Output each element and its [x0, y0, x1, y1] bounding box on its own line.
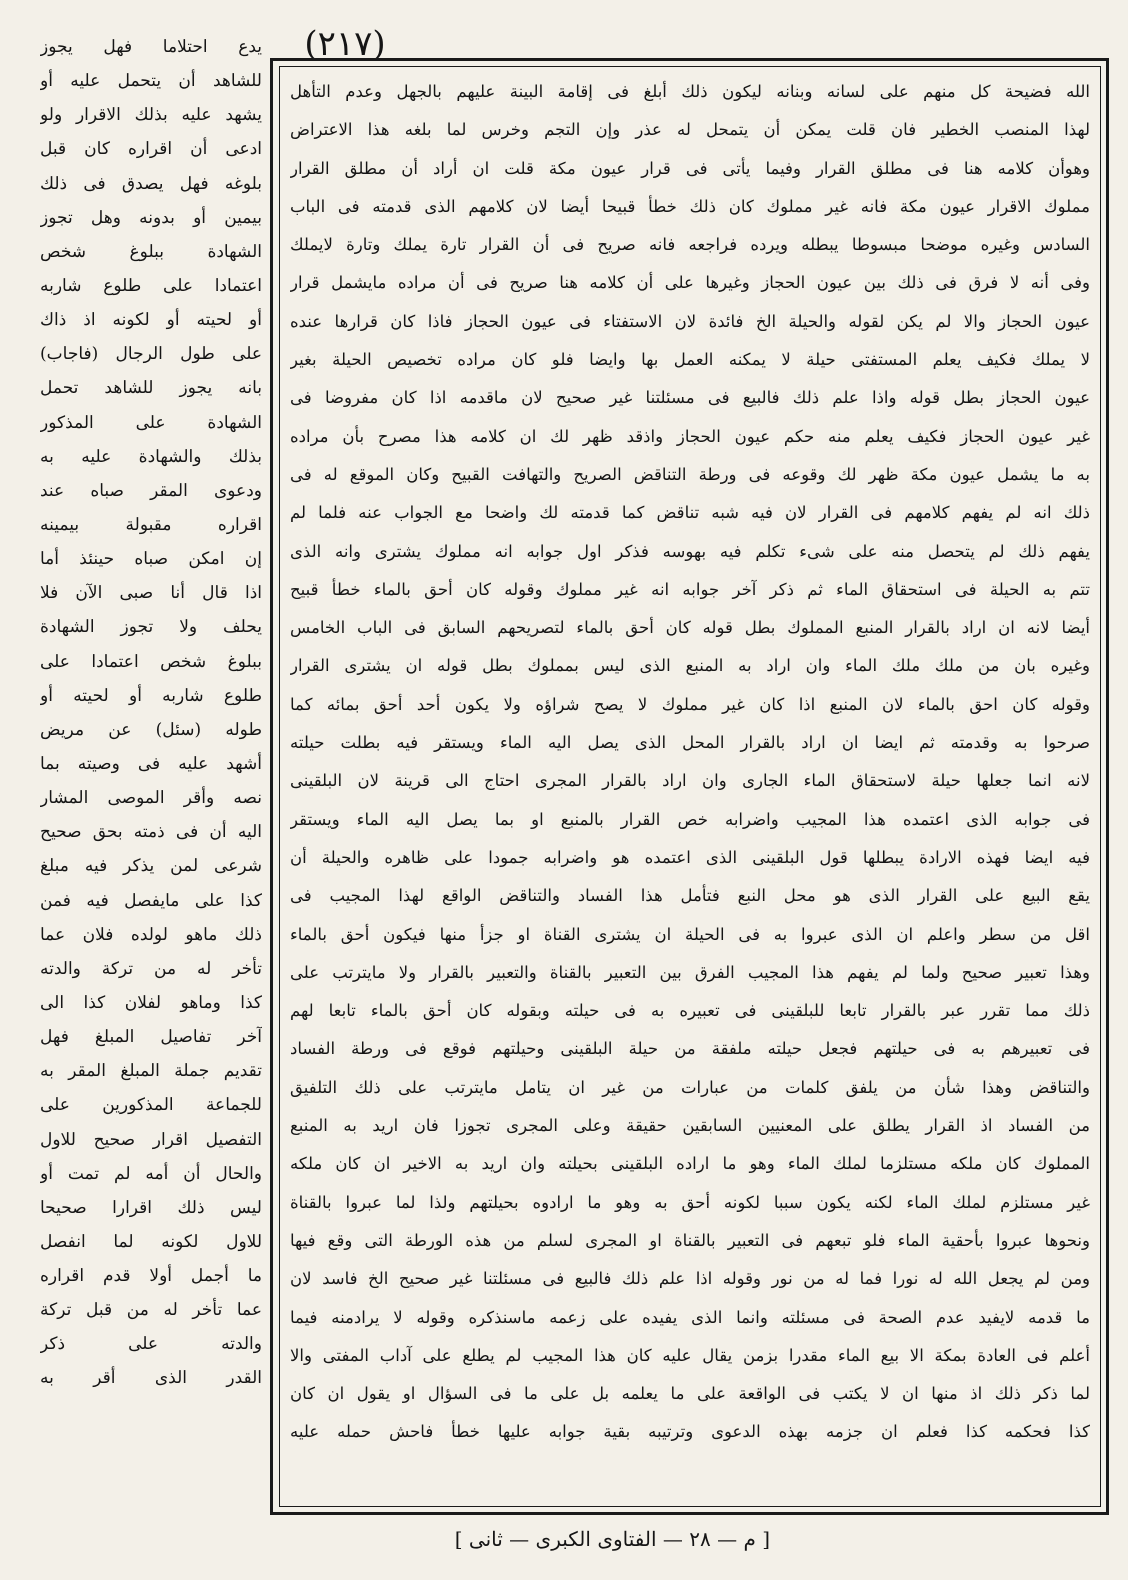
side-text-line: القدر الذى أقر به: [40, 1368, 262, 1389]
side-text-line: بانه يجوز للشاهد تحمل: [40, 378, 262, 399]
side-text-line: بذلك والشهادة عليه به: [40, 446, 262, 467]
side-text-line: شرعى لمن يذكر فيه مبلغ: [40, 856, 262, 877]
side-text-line: والحال أن أمه لم تمت أو: [40, 1163, 262, 1184]
side-text-line: والدته على ذكر: [40, 1334, 262, 1355]
side-text-line: كذا على مايفصل فيه فمن: [40, 890, 262, 911]
main-text-line: وفى أنه لا فرق فى ذلك بين عيون الحجاز وغيرها على أن كلامه هنا صريح فى أن مراده مايشمل قرار: [290, 273, 1090, 293]
main-text-line: فى تعبيرهم به فى حيلتهم فجعل حيلته ملفقة من حيلة البلقينى وحيلتهم فوقع فى ورطة الفساد: [290, 1039, 1090, 1059]
main-text-line: صرحوا به وقدمته ثم ايضا ان اراد بالقرار المحل الذى يصل اليه الماء ويستقر فيه بطلت حيلته: [290, 733, 1090, 753]
main-text-line: تتم به الحيلة فى استحقاق الماء ثم ذكر آخر جوابه انه غير مملوك وقوله كان أحق بالماء خطأ قبيح: [290, 579, 1090, 599]
side-text-line: بلوغه فهل يصدق فى ذلك: [40, 173, 262, 194]
side-text-line: بيمين أو بدونه وهل تجوز: [40, 207, 262, 228]
side-text-line: طوله (سئل) عن مريض: [40, 719, 262, 740]
side-text-line: اقراره مقبولة بيمينه: [40, 514, 262, 535]
side-text-line: للاول لكونه لما انفصل: [40, 1231, 262, 1252]
main-text-line: لانه انما جعلها حيلة لاستحقاق الماء الجارى وان اراد بالقرار المجرى احتاج الى قرينة لان البلقينى: [290, 771, 1090, 791]
side-text-line: آخر تفاصيل المبلغ فهل: [40, 1027, 262, 1048]
side-text-line: ببلوغ شخص اعتمادا على: [40, 651, 262, 672]
side-text-line: التفصيل اقرار صحيح للاول: [40, 1129, 262, 1150]
main-text-line: مملوك الاقرار عيون مكة فانه غير مملوك كان ذلك خطأ قبيحا أيضا لان كلامهم الذى قدمته فى الباب: [290, 196, 1090, 216]
main-text-line: ذلك انه لم يفهم كلامهم فى القرار لان فيه شبه تناقض كما قدمته لك واضحا مع الجواب عنه فلما لم: [290, 503, 1090, 523]
side-text-line: الشهادة على المذكور: [40, 412, 262, 433]
side-text-line: تأخر له من تركة والدته: [40, 958, 262, 979]
side-text-line: يحلف ولا تجوز الشهادة: [40, 617, 262, 638]
side-text-line: على طول الرجال (فاجاب): [40, 344, 262, 365]
side-text-line: يشهد عليه بذلك الاقرار ولو: [40, 105, 262, 126]
main-text-line: غير مستلزم لملك الماء لكنه يكون سببا لكونه أحق به وهو ما ارادوه بحيلتهم ولذا لما عبروا بالقناة: [290, 1192, 1090, 1212]
main-text-line: ومن لم يجعل الله له نورا فما له من نور وقوله اذا علم ذلك فالبيع فى مسئلتنا غير صحيح الخ فاسد لان: [290, 1269, 1090, 1289]
side-text-line: الشهادة ببلوغ شخص: [40, 241, 262, 262]
main-text-line: اقل من سطر واعلم ان الذى عبروا به فى الحيلة ان يشترى القناة او جزأ منها فيكون أحق بالماء: [290, 924, 1090, 944]
main-text-line: السادس وغيره موضحا مبسوطا يبطله ويرده فراجعه فانه صريح فى أن القرار تارة يملك وتارة لايملك: [290, 235, 1090, 255]
side-text-line: أشهد عليه فى وصيته بما: [40, 753, 262, 774]
side-text-line: إن امكن صباه حينئذ أما: [40, 549, 262, 570]
main-text-line: أعلم فى العادة بمكة الا بيع الماء مقدرا بزمن يقال عليه كان هذا المجيب لم يطلع على آداب المفتى والا: [290, 1345, 1090, 1365]
side-text-line: طلوع شاربه أو لحيته أو: [40, 685, 262, 706]
main-text-line: يفهم ذلك لم يتحصل منه على شىء تكلم فيه بهوسه فذكر اول جوابه انه مملوك يشترى وانه الذى: [290, 541, 1090, 561]
side-text-line: ليس ذلك اقرارا صحيحا: [40, 1197, 262, 1218]
side-text-line: للشاهد أن يتحمل عليه أو: [40, 71, 262, 92]
main-text-line: ونحوها عبروا بأحقية الماء فلو تبعهم فى التعبير بالقناة او المجرى لسلم من هذه الورطة التى وقع فيها: [290, 1230, 1090, 1250]
main-text-line: وهذا تعبير صحيح ولما لم يفهم هذا المجيب الفرق بين التعبير بالقناة والتعبير بالقرار ولا مايترتب على: [290, 962, 1090, 982]
main-text-line: عيون الحجاز والا لم يكن لقوله والحيلة الخ فائدة لان الاستفتاء فى عيون الحجاز فاذا كان قرارها عنده: [290, 311, 1090, 331]
main-text-line: وهوأن كلامه هنا فى مطلق القرار وفيما يأتى فى قرار عيون مكة قلت ان أراد أن مطلق القرار: [290, 158, 1090, 178]
side-text-line: يدع احتلاما فهل يجوز: [40, 37, 262, 57]
side-commentary-column: [40, 30, 262, 1510]
main-text-line: المملوك كان ملكه مستلزما لملك الماء وهو ما اراده البلقينى بحيلته وان اريد به الاخير ان كان ملكه: [290, 1154, 1090, 1174]
side-text-line: اعتمادا على طلوع شاربه: [40, 275, 262, 296]
side-text-line: ودعوى المقر صباه عند: [40, 480, 262, 501]
main-text-line: فى جوابه الذى اعتمده هذا المجيب واضرابه خص القرار بالمنبع او بما يصل اليه الماء ويستقر: [290, 809, 1090, 829]
side-text-line: ما أجمل أولا قدم اقراره: [40, 1266, 262, 1287]
side-text-line: أو لحيته أو لكونه اذ ذاك: [40, 310, 262, 331]
main-text-line: به ما يشمل عيون مكة ظهر لك وقوعه فى ورطة التناقض الصريح والتهافت القبيح وكان الموقع له فى: [290, 464, 1090, 484]
main-text-line: لهذا المنصب الخطير فان قلت يمكن أن يتمحل له عذر وإن التجم وخرس لما بلغه هذا الاعتراض: [290, 120, 1090, 140]
main-text-line: والتناقض وهذا شأن من يلفق كلمات من عبارات من غير ان يتامل مايترتب على ذلك التلفيق: [290, 1077, 1090, 1097]
main-text-line: كذا فحكمه كذا فعلم ان جزمه بهذه الدعوى وترتيبه بقية جوابه عليها خطأ فاحش حمله عليه: [290, 1422, 1090, 1442]
side-text-line: كذا وماهو لفلان كذا الى: [40, 992, 262, 1013]
page-number: (٢١٧): [304, 24, 386, 64]
side-text-line: اليه أن فى ذمته بحق صحيح: [40, 822, 262, 843]
main-text-line: من الفساد اذ القرار يطلق على المعنيين السابقين حقيقة وعلى المجرى تجوزا فان اريد به المنبع: [290, 1116, 1090, 1136]
main-text-line: عيون الحجاز بطل قوله واذا علم ذلك فالبيع فى مسئلتنا غير صحيح لان ماقدمه اذا كان مفروضا فى: [290, 388, 1090, 408]
side-text-line: ذلك ماهو لولده فلان عما: [40, 924, 262, 945]
side-text-line: ادعى أن اقراره كان قبل: [40, 139, 262, 160]
main-text-line: فيه ايضا فهذه الارادة يبطلها قول البلقينى الذى اعتمده هو واضرابه جمودا على ظاهره والحيلة أن: [290, 847, 1090, 867]
main-text-line: ما قدمه لايفيد عدم الصحة فى مسئلته وانما الذى يفيده على زعمه ماسنذكره وقوله لا يرادمنه فيما: [290, 1307, 1090, 1327]
main-text-line: يقع البيع على القرار الذى هو محل النبع فتأمل هذا الفساد والتناقض الواقع لهذا المجيب فى: [290, 886, 1090, 906]
main-text-line: وقوله كان احق بالماء لان المنبع اذا كان غير مملوك لا يصح شراؤه ولا يكون أحد أحق بمائه كما: [290, 694, 1090, 714]
side-text-line: اذا قال أنا صبى الآن فلا: [40, 583, 262, 604]
side-text-line: عما تأخر له من قبل تركة: [40, 1300, 262, 1321]
main-text-line: وغيره بان من ملك ملك الماء وان اراد به المنبع الذى ليس بمملوك بطل قوله ان يشترى القرار: [290, 656, 1090, 676]
main-text-line: ذلك مما تقرر عبر بالقرار تابعا للبلقينى فى تعبيره به فى حيلته وبقوله كان أحق بالماء تابعا لهم: [290, 1001, 1090, 1021]
main-text-line: الله فضيحة كل منهم على لسانه وبنانه ليكون ذلك أبلغ فى إقامة البينة عليهم بالجهل وعدم التأهل: [290, 82, 1090, 101]
main-text-line: غير عيون الحجاز فكيف يعلم منه حكم عيون الحجاز واذقد ظهر لك ان كلامه هذا مصرح بأن مراده: [290, 426, 1090, 446]
main-text-line: لا يملك فكيف يعلم المستفتى حيلة لا يمكنه العمل بها وايضا فلو كان مراده تخصيص الحيلة بغير: [290, 350, 1090, 370]
side-text-line: للجماعة المذكورين على: [40, 1095, 262, 1116]
footer-signature: [ م — ٢٨ — الفتاوى الكبرى — ثانى ]: [454, 1527, 770, 1551]
main-text-line: لما ذكر ذلك اذ منها ان لا يكتب فى الواقعة على ما يعلمه بل على ما فى السؤال او يقول ان كان: [290, 1384, 1090, 1404]
side-text-line: نصه وأقر الموصى المشار: [40, 788, 262, 809]
side-text-line: تقديم جملة المبلغ المقر به: [40, 1061, 262, 1082]
main-text-line: أيضا لانه ان اراد بالقرار المنبع المملوك بطل قوله كان أحق بالماء لتصريحهم السابق فى الباب الخامس: [290, 618, 1090, 638]
main-text-frame: [279, 66, 1101, 1507]
